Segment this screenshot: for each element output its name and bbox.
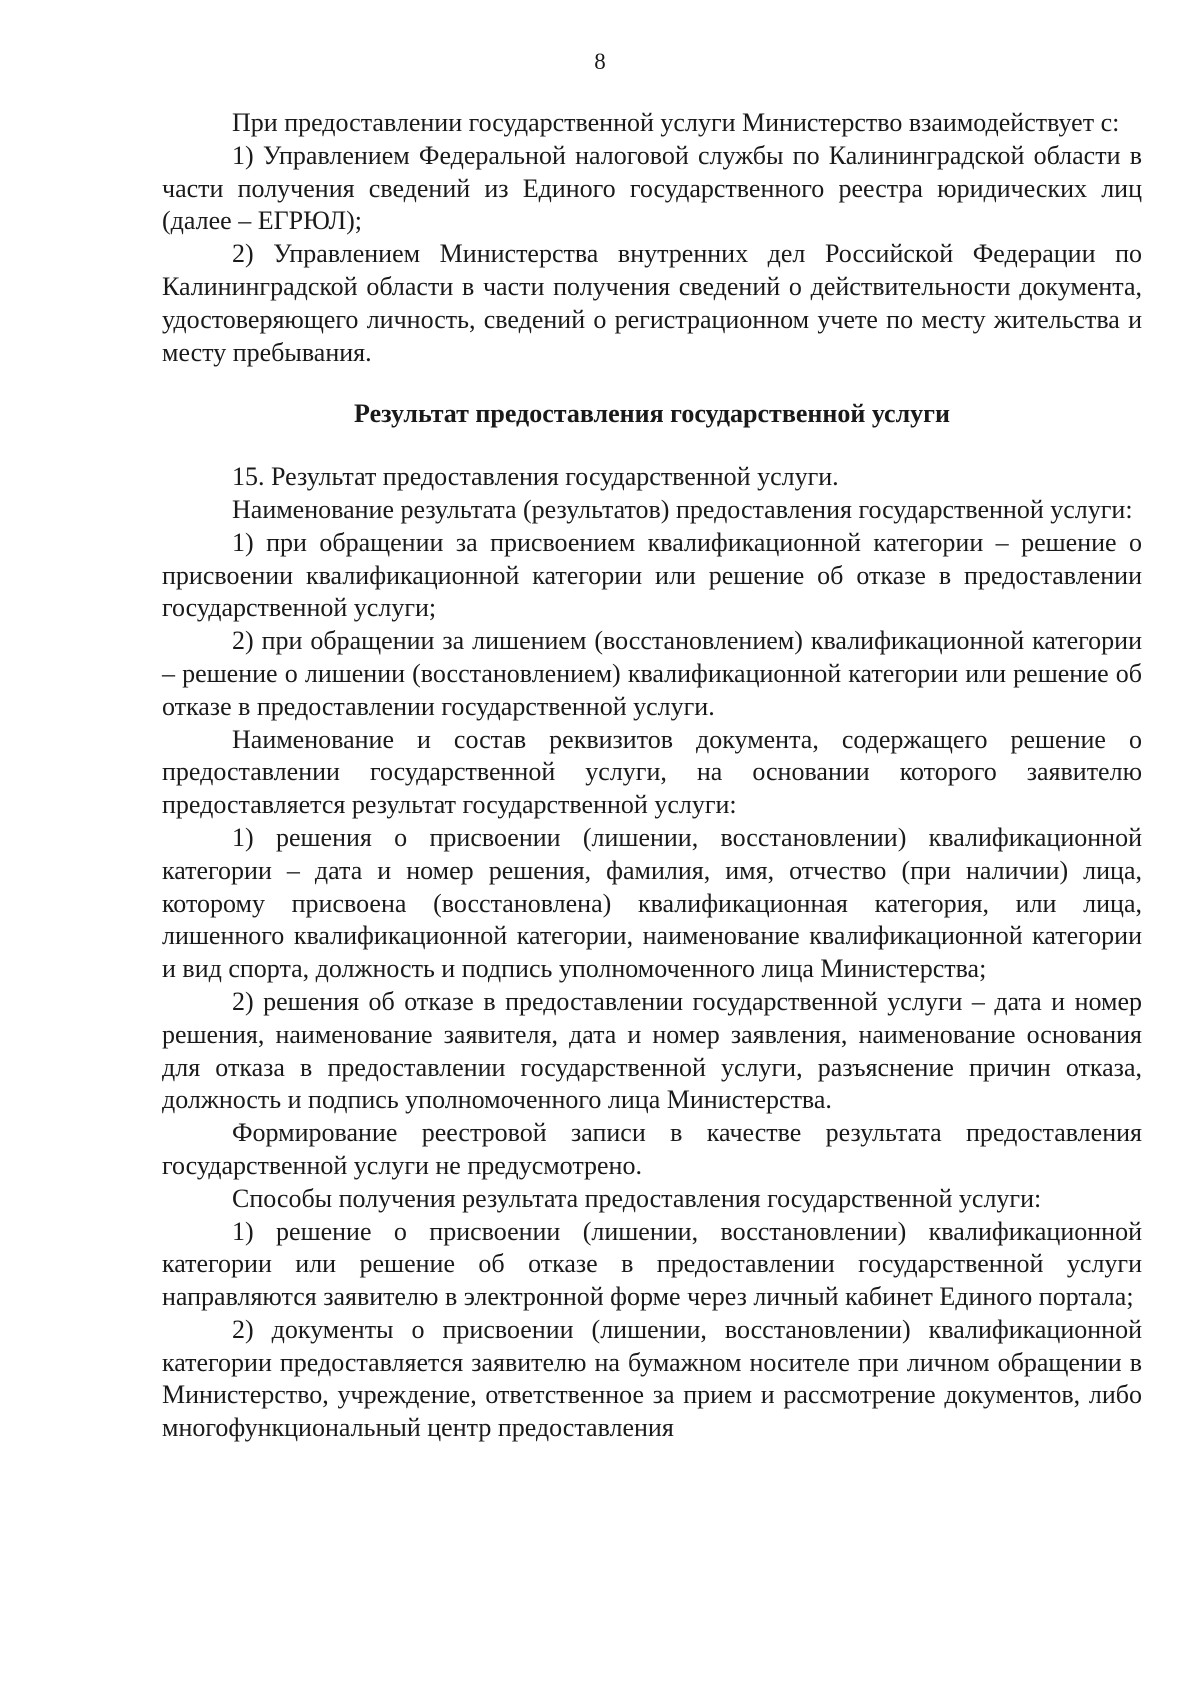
- list-item: 2) Управлением Министерства внутренних дел Российской Федерации по Калининградской области в части получения сведений о действительности документа, удостоверяющего личность, сведений о регистрационном учете по месту жительства и месту пребывания.: [162, 239, 1142, 367]
- paragraph: 15. Результат предоставления государственной услуги.: [232, 462, 839, 492]
- paragraph: Формирование реестровой записи в качестве результата предоставления государственной услуги не предусмотрено.: [162, 1118, 1142, 1180]
- paragraph: Наименование результата (результатов) предоставления государственной услуги:: [232, 494, 1133, 524]
- list-item: 1) решение о присвоении (лишении, восстановлении) квалификационной категории или решение об отказе в предоставлении государственной услуги направляются заявителю в электронной форме через личный кабинет Единого портала;: [162, 1216, 1142, 1312]
- page-number: 8: [594, 49, 606, 74]
- list-item: 1) решения о присвоении (лишении, восстановлении) квалификационной категории – дата и номер решения, фамилия, имя, отчество (при наличии) лица, которому присвоена (восстановлена) квалификационная категория, или лица, лишенного квалификационной категории, наименование квалификационной категории и вид спорта, должность и подпись уполномоченного лица Министерства;: [162, 822, 1142, 984]
- section-heading: Результат предоставления государственной услуги: [354, 399, 950, 429]
- list-item: 2) при обращении за лишением (восстановлением) квалификационной категории – решение о лишении (восстановлением) квалификационной категории или решение об отказе в предоставлении государственной услуги.: [162, 626, 1142, 721]
- list-item: 2) решения об отказе в предоставлении государственной услуги – дата и номер решения, наименование заявителя, дата и номер заявления, наименование основания для отказа в предоставлении государственной услуги, разъяснение причин отказа, должность и подпись уполномоченного лица Министерства.: [162, 986, 1142, 1115]
- list-item: 1) при обращении за присвоением квалификационной категории – решение о присвоении квалификационной категории или решение об отказе в предоставлении государственной услуги;: [162, 527, 1142, 623]
- paragraph: Способы получения результата предоставления государственной услуги:: [232, 1183, 1042, 1213]
- list-item: 1) Управлением Федеральной налоговой службы по Калининградской области в части получения сведений из Единого государственного реестра юридических лиц (далее – ЕГРЮЛ);: [162, 140, 1142, 236]
- paragraph: При предоставлении государственной услуги Министерство взаимодействует с:: [232, 108, 1120, 137]
- paragraph: Наименование и состав реквизитов документа, содержащего решение о предоставлении государственной услуги, на основании которого заявителю предоставляется результат государственной услуги:: [162, 724, 1142, 820]
- list-item: 2) документы о присвоении (лишении, восстановлении) квалификационной категории предоставляется заявителю на бумажном носителе при личном обращении в Министерство, учреждение, ответственное за прием и рассмотрение документов, либо многофункциональный центр предоставления: [162, 1314, 1142, 1443]
- document-body: [162, 107, 1142, 1445]
